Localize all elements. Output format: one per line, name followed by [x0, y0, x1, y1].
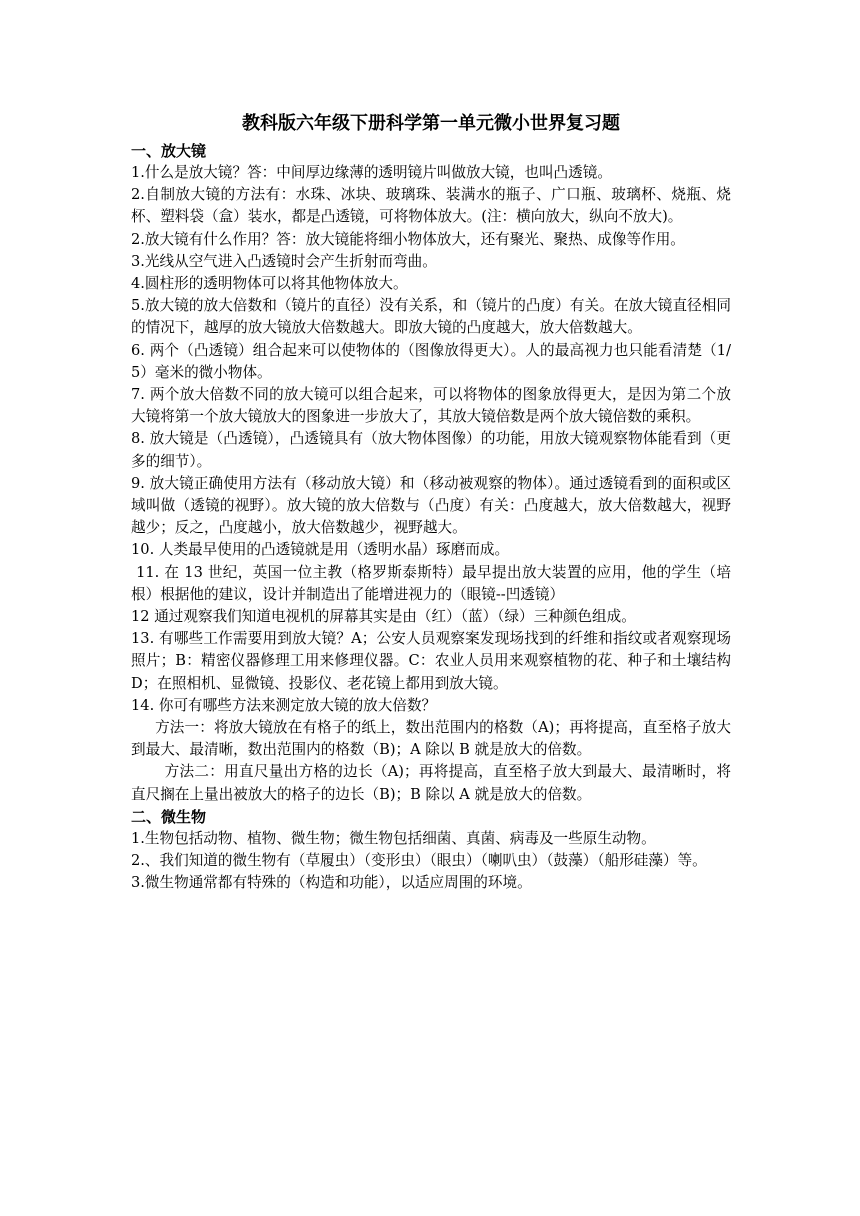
- document-page: [131, 112, 731, 895]
- section-microorganisms: [131, 806, 731, 895]
- paragraph: 2.自制放大镜的方法有：水珠、冰块、玻璃珠、装满水的瓶子、广口瓶、玻璃杯、烧瓶、烧杯、塑料袋（盒）装水，都是凸透镜，可将物体放大。(注：横向放大，纵向不放大)。: [131, 186, 731, 226]
- paragraph: 1.什么是放大镜？答：中间厚边缘薄的透明镜片叫做放大镜，也叫凸透镜。: [131, 164, 612, 181]
- paragraph: 7. 两个放大倍数不同的放大镜可以组合起来，可以将物体的图象放得更大，是因为第二个放大镜将第一个放大镜放大的图象进一步放大了，其放大镜倍数是两个放大镜倍数的乘积。: [131, 386, 731, 426]
- method-two-paragraph: 方法二：用直尺量出方格的边长（A)；再将提高，直至格子放大到最大、最清晰时，将直尺搁在上量出被放大的格子的边长（B)；B 除以 A 就是放大的倍数。: [131, 763, 731, 803]
- paragraph: 6. 两个（凸透镜）组合起来可以使物体的（图像放得更大）。人的最高视力也只能看清楚（1/5）毫米的微小物体。: [131, 341, 731, 381]
- paragraph: 1.生物包括动物、植物、微生物；微生物包括细菌、真菌、病毒及一些原生动物。: [131, 829, 656, 847]
- method-one-paragraph: 方法一：将放大镜放在有格子的纸上，数出范围内的格数（A)；再将提高，直至格子放大到最大、最清晰，数出范围内的格数（B)；A 除以 B 就是放大的倍数。: [131, 719, 731, 759]
- document-title: 教科版六年级下册科学第一单元微小世界复习题: [242, 113, 620, 134]
- paragraph: 11. 在 13 世纪，英国一位主教（格罗斯泰斯特）最早提出放大装置的应用，他的学生（培根）根据他的建议，设计并制造出了能增进视力的（眼镜--凹透镜）: [131, 563, 731, 603]
- paragraph: 13. 有哪些工作需要用到放大镜？A；公安人员观察案发现场找到的纤维和指纹或者观察现场照片；B：精密仪器修理工用来修理仪器。C：农业人员用来观察植物的花、种子和土壤结构 D；在照相机、显微镜、投影仪、老花镜上都用到放大镜。: [131, 630, 731, 692]
- section-heading-microorganisms: 二、微生物: [131, 807, 207, 826]
- paragraph: 10. 人类最早使用的凸透镜就是用（透明水晶）琢磨而成。: [131, 541, 510, 559]
- paragraph: 4.圆柱形的透明物体可以将其他物体放大。: [131, 275, 408, 293]
- section-magnifier: [131, 140, 731, 806]
- paragraph: 14. 你可有哪些方法来测定放大镜的放大倍数？: [131, 696, 437, 714]
- paragraph: 2.放大镜有什么作用？答：放大镜能将细小物体放大，还有聚光、聚热、成像等作用。: [131, 230, 685, 248]
- paragraph: 8. 放大镜是（凸透镜），凸透镜具有（放大物体图像）的功能，用放大镜观察物体能看到（更多的细节）。: [131, 430, 731, 470]
- paragraph: 2.、我们知道的微生物有（草履虫）（变形虫）（眼虫）（喇叭虫）（鼓藻）（船形硅藻）等。: [131, 852, 707, 870]
- section-heading-magnifier: 一、放大镜: [131, 142, 207, 160]
- paragraph: 5.放大镜的放大倍数和（镜片的直径）没有关系，和（镜片的凸度）有关。在放大镜直径相同的情况下，越厚的放大镜放大倍数越大。即放大镜的凸度越大，放大倍数越大。: [131, 297, 731, 337]
- paragraph: 9. 放大镜正确使用方法有（移动放大镜）和（移动被观察的物体）。通过透镜看到的面积或区域叫做（透镜的视野）。放大镜的放大倍数与（凸度）有关：凸度越大，放大倍数越大，视野越少；反之，凸度越小，放大倍数越少，视野越大。: [131, 474, 731, 537]
- paragraph: 12 通过观察我们知道电视机的屏幕其实是由（红）（蓝）（绿）三种颜色组成。: [131, 608, 636, 626]
- paragraph: 3.光线从空气进入凸透镜时会产生折射而弯曲。: [131, 252, 437, 270]
- paragraph: 3.微生物通常都有特殊的（构造和功能），以适应周围的环境。: [131, 874, 532, 892]
